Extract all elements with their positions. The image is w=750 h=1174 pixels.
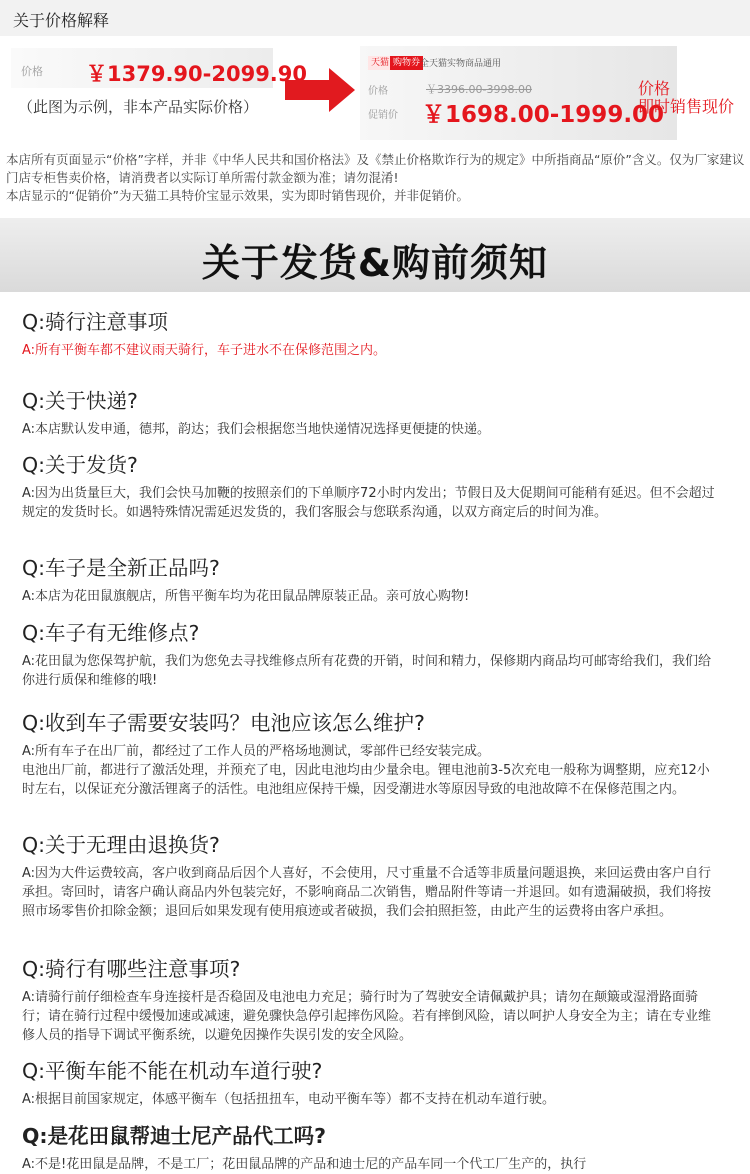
price-label-right: 价格: [368, 86, 388, 97]
faq-item: [22, 555, 722, 606]
faq-item: [22, 452, 722, 522]
promo-price-label: 促销价: [368, 110, 398, 121]
price-example-left: [11, 48, 308, 138]
faq-question: Q:平衡车能不能在机动车道行驶?: [22, 1059, 323, 1083]
faq-answer: A:所有车子在出厂前，都经过了工作人员的严格场地测试，零部件已经安装完成。 电池出厂前，都进行了激活处理，并预充了电，因此电池均由少量余电。锂电池前3-5次充电一般称为调整期，应充12小时左右，以保证充分激活锂离子的活性。电池组应保持干燥，因受潮进水等原因导致的电池故障不在保修范围之内。: [22, 744, 710, 797]
faq-question: Q:车子是全新正品吗?: [22, 556, 220, 580]
faq-answer: A:根据目前国家规定，体感平衡车（包括扭扭车，电动平衡车等）都不支持在机动车道行驶。: [22, 1092, 556, 1107]
faq-answer: A:本店默认发申通，德邦，韵达；我们会根据您当地快递情况选择更便捷的快递。: [22, 422, 491, 437]
faq-answer: A:本店为花田鼠旗舰店，所售平衡车均为花田鼠品牌原装正品。亲可放心购物!: [22, 589, 470, 604]
price-explanation-header: [0, 0, 750, 36]
side-note-line1: 价格: [638, 79, 671, 98]
price-side-note: [638, 80, 734, 116]
price-example-box: [11, 48, 308, 88]
faq-question: Q:关于无理由退换货?: [22, 833, 220, 857]
faq-question: Q:车子有无维修点?: [22, 621, 200, 645]
faq-answer: A:所有平衡车都不建议雨天骑行，车子进水不在保修范围之内。: [22, 343, 387, 358]
price-explanation-title: 关于价格解释: [13, 11, 110, 30]
disclaimer-paragraph: 本店显示的“促销价”为天猫工具特价宝显示效果，实为即时销售现价，并非促销价。: [6, 188, 469, 203]
side-note-line2: 即时销售现价: [638, 97, 735, 116]
coupon-tag: 购物券: [390, 56, 423, 70]
tmall-tag: 天猫: [368, 56, 392, 70]
faq-item: [22, 832, 722, 921]
right-arrow-icon: [285, 68, 355, 112]
price-disclaimer: [6, 151, 746, 205]
faq-item: [22, 388, 722, 439]
price-label: 价格: [21, 65, 43, 78]
faq-question: Q:骑行注意事项: [22, 310, 169, 334]
coupon-text: 全天猫实物商品通用: [420, 59, 502, 69]
faq-item: [22, 956, 722, 1045]
shipping-title: 关于发货&购前须知: [201, 241, 549, 285]
faq-item: [22, 620, 722, 690]
example-note: （此图为示例，非本产品实际价格）: [18, 98, 259, 116]
disclaimer-paragraph: 本店所有页面显示“价格”字样，并非《中华人民共和国价格法》及《禁止价格欺诈行为的规定》中所指商品“原价”含义。仅为厂家建议门店专柜售卖价格，请消费者以实际订单所需付款金额为准；请勿混淆!: [6, 152, 745, 185]
price-example-right: [360, 46, 677, 140]
faq-answer: A:因为大件运费较高，客户收到商品后因个人喜好，不会使用，尺寸重量不合适等非质量问题退换，来回运费由客户自行承担。寄回时，请客户确认商品内外包装完好，不影响商品二次销售，赠品附件等请一并退回。如有遗漏破损，我们将按照市场零售价扣除金额；退回后如果发现有使用痕迹或者破损，我们会拍照拒签，由此产生的运费将由客户承担。: [22, 866, 712, 919]
faq-answer: A:因为出货量巨大，我们会快马加鞭的按照亲们的下单顺序72小时内发出；节假日及大促期间可能稍有延迟。但不会超过规定的发货时长。如遇特殊情况需延迟发货的，我们客服会与您联系沟通，以双方商定后的时间为准。: [22, 486, 715, 520]
faq-question: Q:骑行有哪些注意事项?: [22, 957, 241, 981]
faq-item: [22, 309, 722, 360]
faq-question: Q:收到车子需要安装吗？电池应该怎么维护?: [22, 711, 425, 735]
original-price: ￥3396.00-3998.00: [426, 83, 532, 96]
example-price: ￥1379.90-2099.90: [86, 62, 308, 86]
faq-answer: A:花田鼠为您保驾护航，我们为您免去寻找维修点所有花费的开销，时间和精力，保修期内商品均可邮寄给我们，我们给你进行质保和维修的哦!: [22, 654, 712, 688]
shipping-banner: [0, 218, 750, 292]
faq-answer: A:不是!花田鼠是品牌，不是工厂；花田鼠品牌的产品和迪士尼的产品车同一个代工厂生产的，执行: [22, 1157, 587, 1172]
faq-item: [22, 1058, 722, 1109]
faq-item: [22, 710, 722, 799]
faq-question: Q:关于快递?: [22, 389, 138, 413]
faq-question: Q:是花田鼠帮迪士尼产品代工吗?: [22, 1124, 327, 1148]
faq-question: Q:关于发货?: [22, 453, 138, 477]
faq-answer: A:请骑行前仔细检查车身连接杆是否稳固及电池电力充足；骑行时为了驾驶安全请佩戴护具；请勿在颠簸或湿滑路面骑行；请在骑行过程中缓慢加速或减速，避免骤快急停引起摔伤风险。若有摔倒风险，请以呵护人身安全为主；请在专业维修人员的指导下调试平衡系统，以避免因操作失误引发的安全风险。: [22, 990, 712, 1043]
faq-item: [22, 1123, 722, 1174]
promo-price: ￥1698.00-1999.00: [422, 102, 665, 128]
